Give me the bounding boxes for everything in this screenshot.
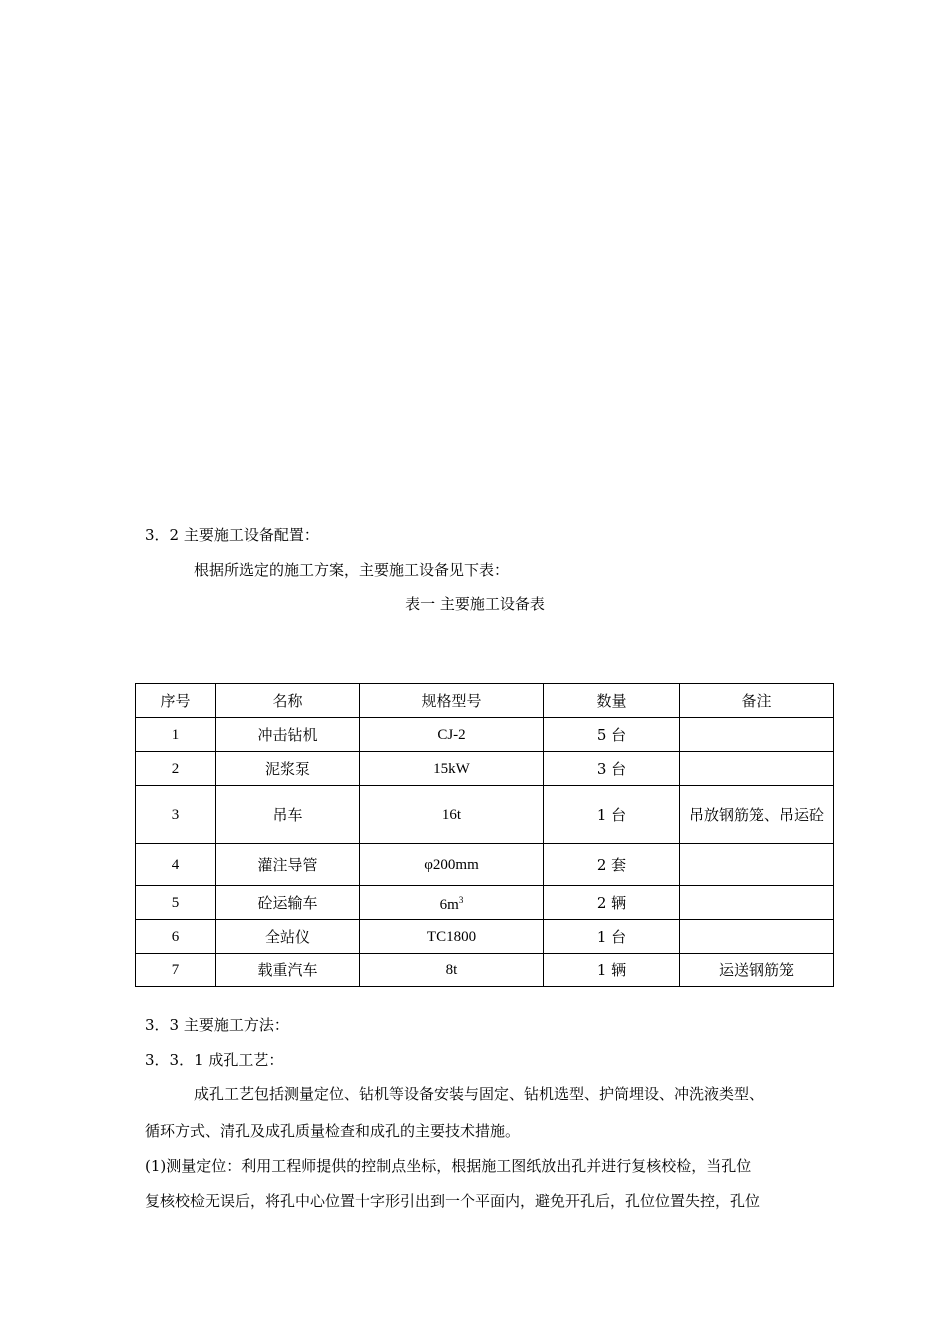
cell-index: 1 (136, 718, 216, 752)
cell-spec: 16t (360, 786, 544, 844)
cell-quantity: 1 台 (544, 920, 680, 954)
table-row (136, 920, 834, 954)
header-cell-name: 名称 (216, 684, 360, 718)
cell-name: 载重汽车 (216, 954, 360, 987)
section-heading-3-2: 3．2 主要施工设备配置： (145, 526, 319, 544)
intro-paragraph: 根据所选定的施工方案，主要施工设备见下表： (194, 561, 510, 579)
cell-quantity: 1 台 (544, 786, 680, 844)
cell-name: 吊车 (216, 786, 360, 844)
paragraph-line: 复核校检无误后，将孔中心位置十字形引出到一个平面内，避免开孔后，孔位位置失控，孔位 (145, 1192, 761, 1210)
section-heading-3-3: 3．3 主要施工方法： (145, 1016, 289, 1034)
paragraph-line: 循环方式、清孔及成孔质量检查和成孔的主要技术措施。 (145, 1122, 521, 1140)
cell-spec (360, 886, 544, 920)
cell-spec: 8t (360, 954, 544, 987)
cell-index: 3 (136, 786, 216, 844)
cell-quantity: 1 辆 (544, 954, 680, 987)
cell-name: 全站仪 (216, 920, 360, 954)
header-cell-quantity: 数量 (544, 684, 680, 718)
header-cell-remarks: 备注 (680, 684, 834, 718)
cell-spec-superscript: 3 (458, 895, 464, 905)
table-caption: 表一 主要施工设备表 (405, 595, 545, 613)
table-row (136, 844, 834, 886)
cell-quantity: 2 辆 (544, 886, 680, 920)
cell-name: 泥浆泵 (216, 752, 360, 786)
table-row (136, 752, 834, 786)
header-cell-spec: 规格型号 (360, 684, 544, 718)
cell-index: 5 (136, 886, 216, 920)
cell-name: 冲击钻机 (216, 718, 360, 752)
cell-spec: CJ-2 (360, 718, 544, 752)
cell-index: 6 (136, 920, 216, 954)
table-header-row (136, 684, 834, 718)
cell-spec: 15kW (360, 752, 544, 786)
paragraph-line: 成孔工艺包括测量定位、钻机等设备安装与固定、钻机选型、护筒埋设、冲洗液类型、 (194, 1085, 765, 1103)
cell-remarks: 吊放钢筋笼、吊运砼 (680, 786, 834, 844)
cell-quantity: 2 套 (544, 844, 680, 886)
cell-remarks (680, 844, 834, 886)
cell-quantity: 3 台 (544, 752, 680, 786)
cell-spec: φ200mm (360, 844, 544, 886)
cell-remarks: 运送钢筋笼 (680, 954, 834, 987)
paragraph-line: (1)测量定位：利用工程师提供的控制点坐标，根据施工图纸放出孔并进行复核校检，当孔位 (145, 1157, 752, 1175)
cell-remarks (680, 886, 834, 920)
cell-name: 砼运输车 (216, 886, 360, 920)
table-row (136, 886, 834, 920)
cell-remarks (680, 920, 834, 954)
cell-index: 4 (136, 844, 216, 886)
cell-spec-value: 6m (439, 897, 459, 913)
cell-index: 2 (136, 752, 216, 786)
equipment-table (135, 683, 834, 987)
header-cell-index: 序号 (136, 684, 216, 718)
cell-remarks (680, 752, 834, 786)
cell-name: 灌注导管 (216, 844, 360, 886)
cell-spec: TC1800 (360, 920, 544, 954)
table-row (136, 718, 834, 752)
cell-remarks (680, 718, 834, 752)
table-row (136, 786, 834, 844)
table-row (136, 954, 834, 987)
cell-index: 7 (136, 954, 216, 987)
section-heading-3-3-1: 3．3．1 成孔工艺： (145, 1051, 284, 1069)
cell-quantity: 5 台 (544, 718, 680, 752)
